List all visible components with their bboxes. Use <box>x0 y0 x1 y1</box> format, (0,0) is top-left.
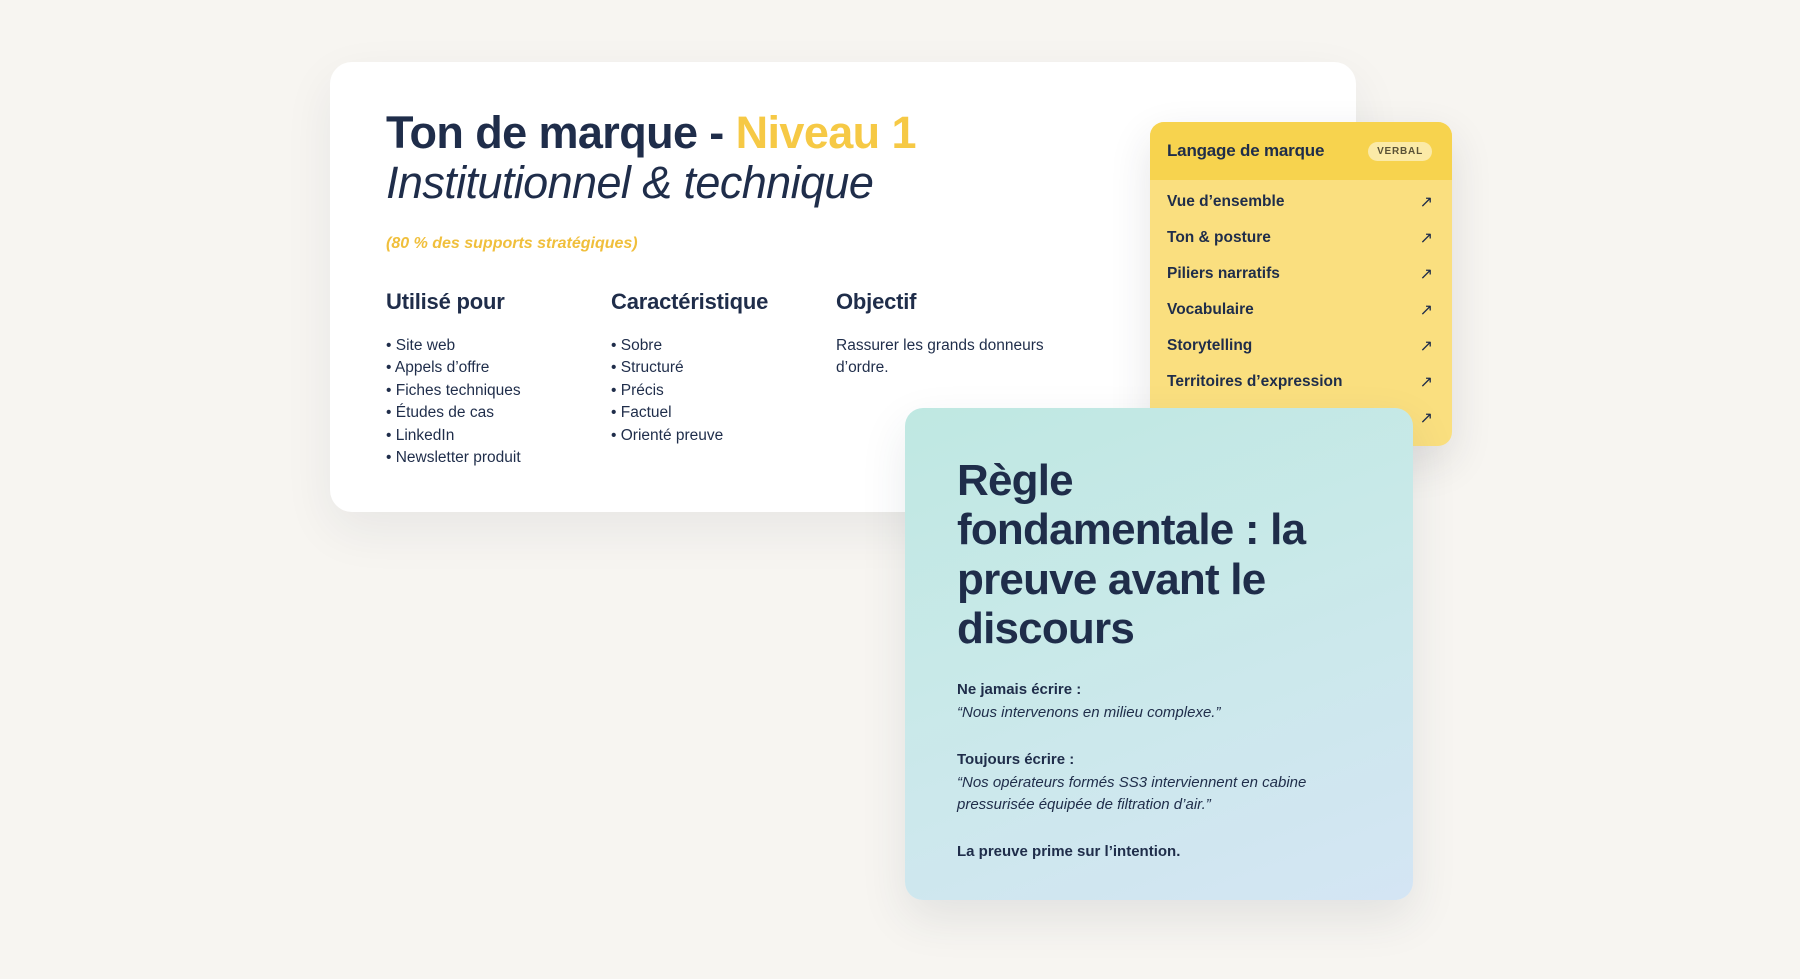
column-usage-heading: Utilisé pour <box>386 288 505 314</box>
arrow-up-right-icon: ↗ <box>1419 266 1433 283</box>
list-item: • Études de cas <box>386 404 494 422</box>
arrow-up-right-icon: ↗ <box>1419 374 1433 391</box>
menu-item-label: Territoires d’expression <box>1167 373 1343 390</box>
menu-title: Langage de marque <box>1167 141 1325 160</box>
column-objective-text: Rassurer les grands donneurs d’ordre. <box>836 336 1044 377</box>
column-characteristics-list <box>611 335 836 447</box>
rule-always-block <box>957 751 1361 815</box>
list-item: • Fiches techniques <box>386 381 521 399</box>
rule-never-quote: “Nous intervenons en milieu complexe.” <box>957 704 1221 722</box>
list-item: • Appels d’offre <box>386 359 490 377</box>
rule-title: Règle fondamentale : la preuve avant le discours <box>957 456 1306 653</box>
menu-item-vue-densemble[interactable] <box>1150 184 1452 220</box>
page-subtitle-italic: Institutionnel & technique <box>386 157 874 209</box>
menu-item-ton-posture[interactable] <box>1150 220 1452 256</box>
page-title-main: Ton de marque - <box>386 107 736 158</box>
column-usage <box>386 289 611 470</box>
rule-never-block <box>957 681 1361 723</box>
rule-always-label: Toujours écrire : <box>957 751 1075 769</box>
menu-item-label: Vocabulaire <box>1167 301 1254 318</box>
arrow-up-right-icon: ↗ <box>1419 230 1433 247</box>
menu-item-label: Storytelling <box>1167 337 1253 354</box>
menu-item-piliers-narratifs[interactable] <box>1150 256 1452 292</box>
menu-item-vocabulaire[interactable] <box>1150 292 1452 328</box>
arrow-up-right-icon: ↗ <box>1419 302 1433 319</box>
menu-list <box>1150 180 1452 446</box>
list-item: • Orienté preuve <box>611 426 724 444</box>
status-badge: VERBAL <box>1368 142 1432 161</box>
menu-item-label: Vue d’ensemble <box>1167 193 1285 210</box>
page-title-accent: Niveau 1 <box>735 107 916 158</box>
column-usage-list <box>386 335 611 470</box>
column-objective-heading: Objectif <box>836 288 917 314</box>
menu-item-territoires-dexpression[interactable] <box>1150 364 1452 400</box>
column-characteristics <box>611 289 836 470</box>
rule-footer-text: La preuve prime sur l’intention. <box>957 842 1181 860</box>
menu-item-label: Piliers narratifs <box>1167 265 1280 282</box>
list-item: • Sobre <box>611 336 663 354</box>
arrow-up-right-icon: ↗ <box>1419 410 1433 427</box>
list-item: • LinkedIn <box>386 426 455 444</box>
rule-never-label: Ne jamais écrire : <box>957 681 1082 699</box>
list-item: • Newsletter produit <box>386 449 521 467</box>
menu-item-label: Ton & posture <box>1167 229 1271 246</box>
column-characteristics-heading: Caractéristique <box>611 288 769 314</box>
page-subtitle-note: (80 % des supports stratégiques) <box>386 234 638 252</box>
fundamental-rule-card <box>905 408 1413 900</box>
arrow-up-right-icon: ↗ <box>1419 194 1433 211</box>
list-item: • Précis <box>611 381 664 399</box>
arrow-up-right-icon: ↗ <box>1419 338 1433 355</box>
menu-item-storytelling[interactable] <box>1150 328 1452 364</box>
list-item: • Factuel <box>611 404 672 422</box>
list-item: • Site web <box>386 336 456 354</box>
rule-always-quote: “Nos opérateurs formés SS3 interviennent en cabine pressurisée équipée de filtration d’air.” <box>957 774 1307 813</box>
list-item: • Structuré <box>611 359 684 377</box>
brand-language-menu <box>1150 122 1452 446</box>
menu-header <box>1150 122 1452 180</box>
